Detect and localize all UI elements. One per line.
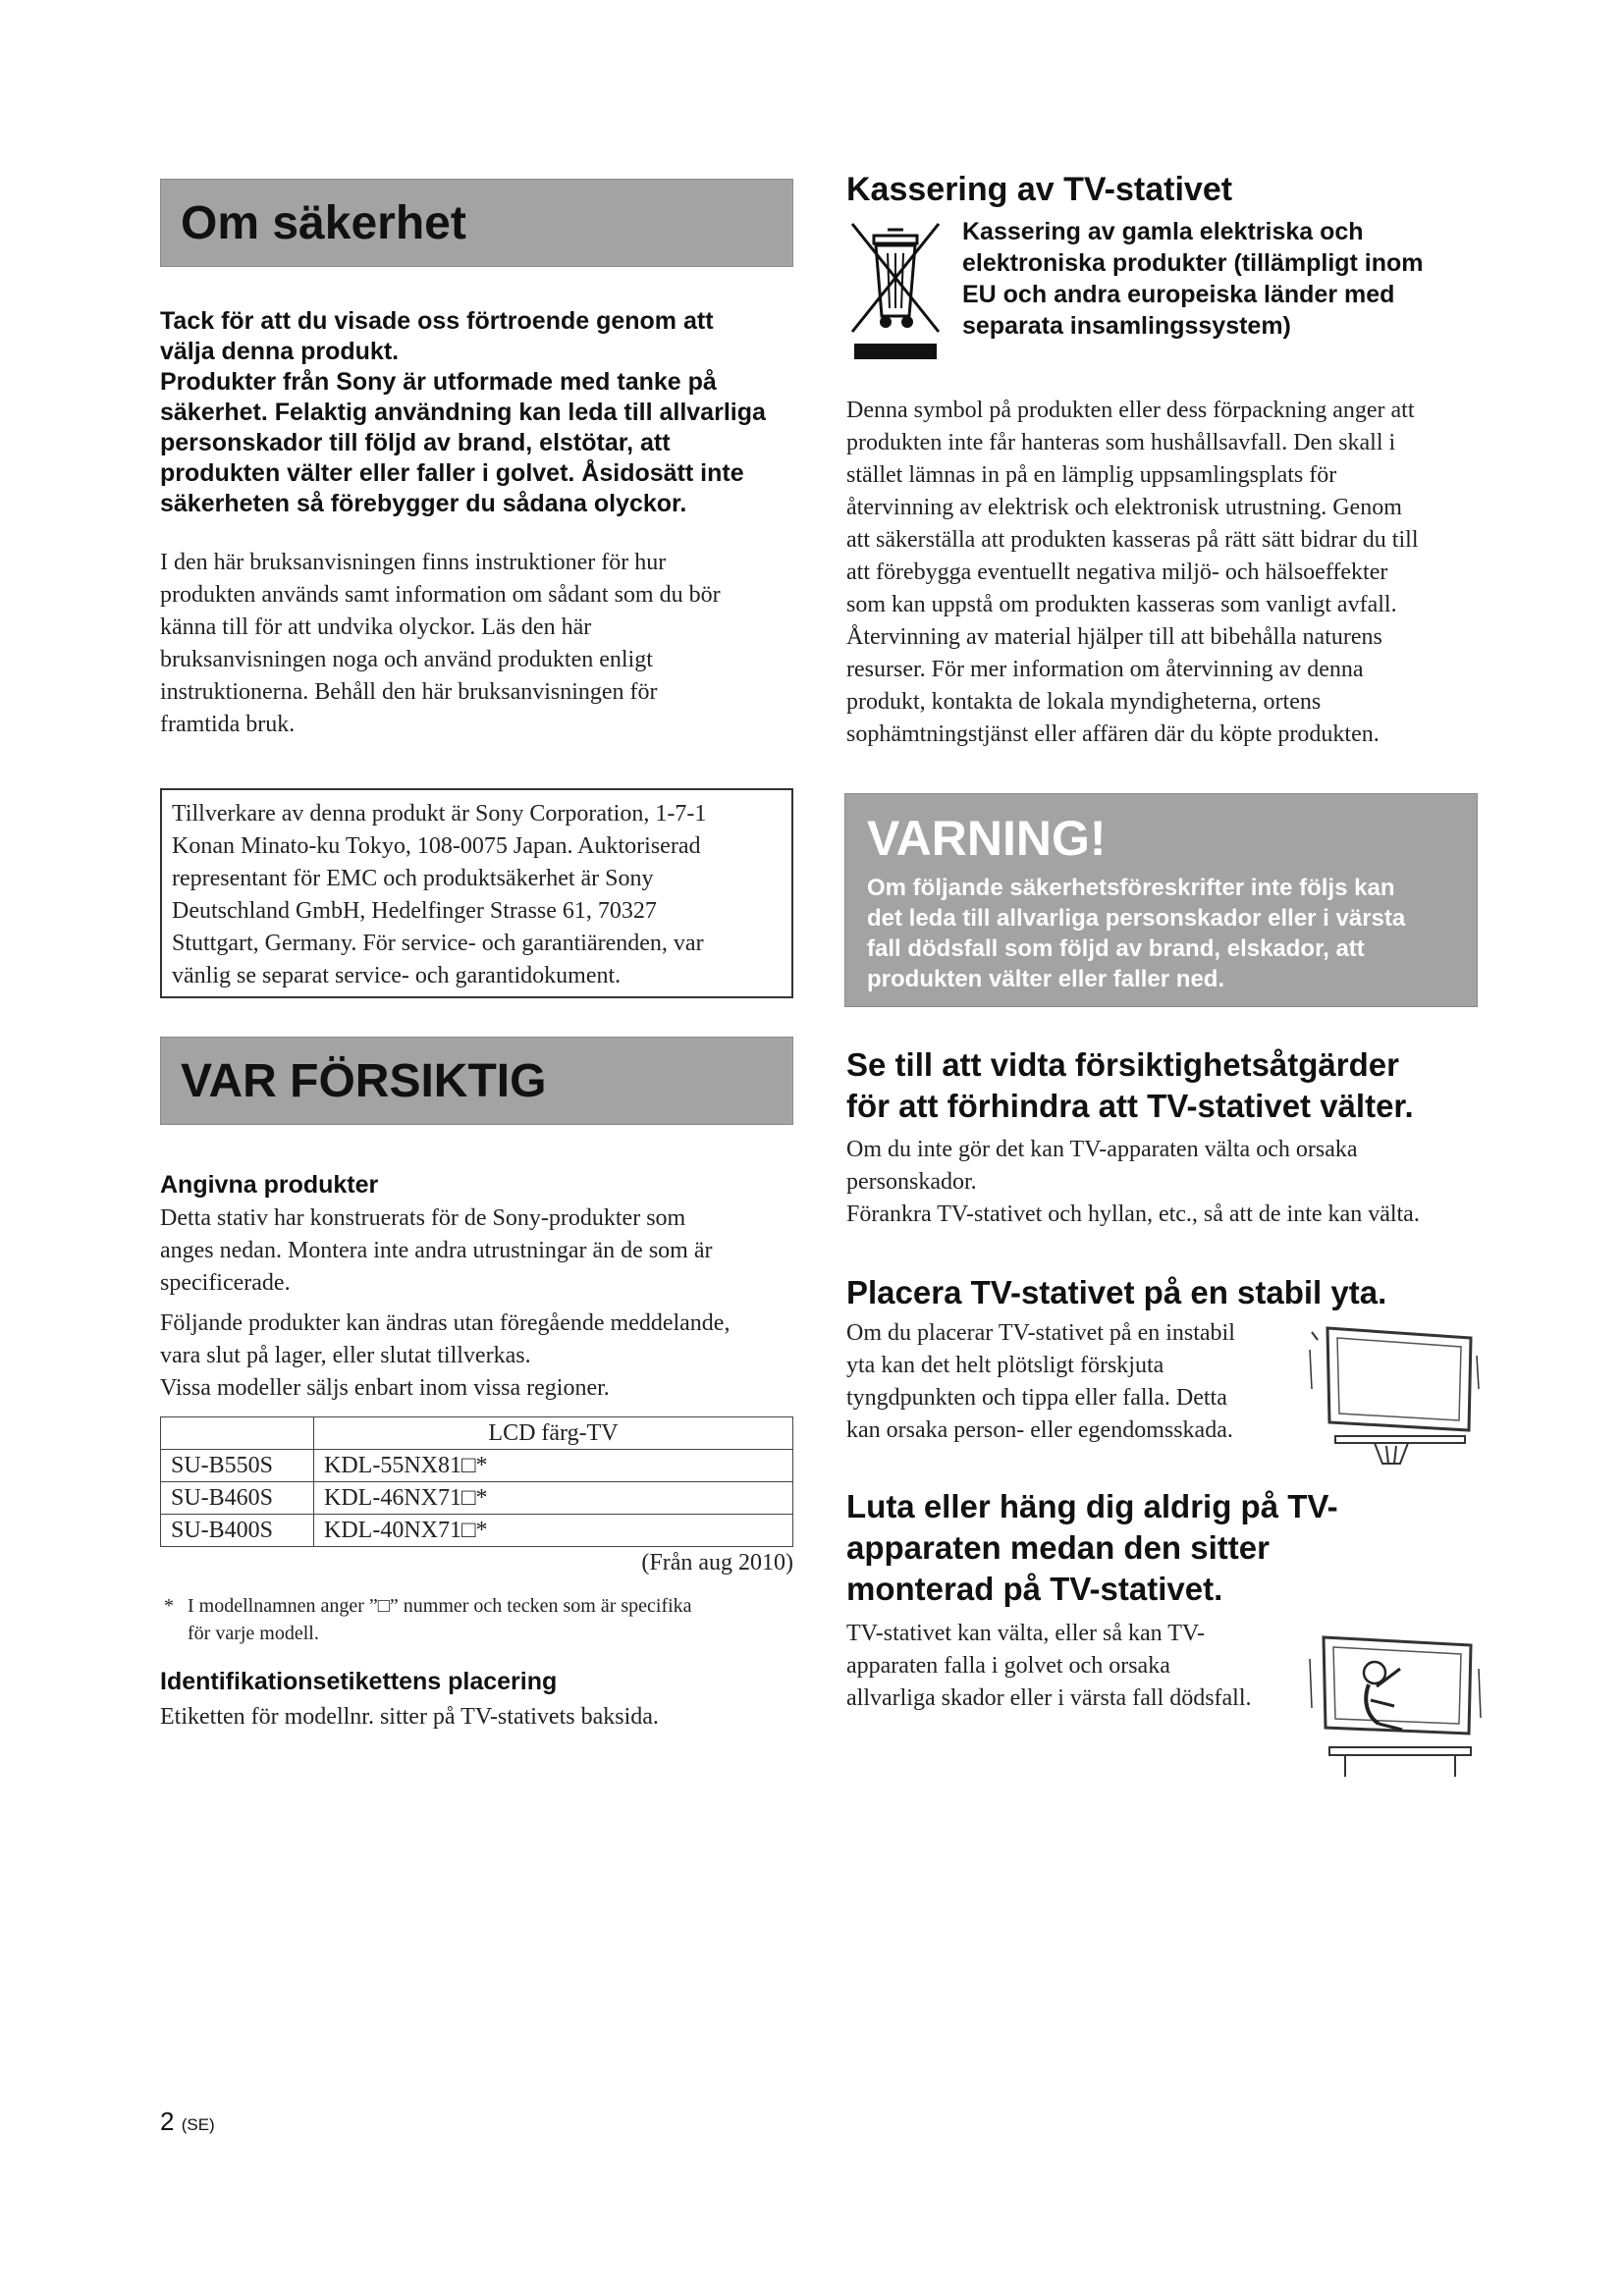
manufacturer-line: Deutschland GmbH, Hedelfinger Strasse 61, 70327 [172,898,657,924]
label-heading: Identifikationsetikettens placering [160,1668,558,1695]
lean-body-line: apparaten falla i golvet och orsaka [846,1653,1170,1679]
stable-body-line: kan orsaka person- eller egendomsskada. [846,1417,1233,1443]
table-cell-tv: KDL-55NX81□* [314,1450,793,1482]
table-cell-stand: SU-B550S [161,1450,314,1482]
intro-body-line: framtida bruk. [160,712,296,737]
intro-body-line: känna till för att undvika olyckor. Läs den här [160,614,592,640]
page-lang: (SE) [181,2115,215,2134]
lean-heading [846,1486,1514,1610]
intro-bold-line: Produkter från Sony är utformade med tanke på [160,368,717,396]
disposal-bold-line: separata insamlingssystem) [962,312,1291,340]
models-table [160,1416,793,1547]
intro-body-line: I den här bruksanvisningen finns instruktioner för hur [160,550,667,575]
stable-body [846,1317,1318,1447]
table-row [161,1482,793,1515]
lean-heading-line: monterad på TV-stativet. [846,1571,1223,1607]
warning-line: produkten välter eller faller ned. [867,966,1225,992]
manufacturer-box [160,788,793,998]
disposal-title: Kassering av TV-stativet [846,171,1233,208]
intro-bold-line: Tack för att du visade oss förtroende genom att [160,307,714,335]
tip-heading-line: för att förhindra att TV-stativet välter. [846,1088,1414,1124]
table-header-row [161,1417,793,1450]
table-row [161,1515,793,1547]
warning-line: Om följande säkerhetsföreskrifter inte följs kan [867,875,1395,901]
intro-body [160,547,808,741]
table-header-cell: LCD färg-TV [314,1417,793,1450]
caution-title: VAR FÖRSIKTIG [181,1055,547,1107]
products-body [160,1202,808,1405]
disposal-body-line: återvinning av elektrisk och elektronisk utrustning. Genom [846,495,1402,520]
disposal-bold [962,216,1473,342]
tv-leaning-person-illustration [1306,1629,1483,1787]
stable-body-line: Om du placerar TV-stativet på en instabil [846,1320,1235,1346]
products-body-line: Detta stativ har konstruerats för de Sony-produkter som [160,1205,686,1231]
footnote-line: I modellnamnen anger ”□” nummer och tecken som är specifika [188,1595,692,1617]
products-body-line: Följande produkter kan ändras utan föregående meddelande, [160,1310,731,1336]
warning-banner [844,793,1478,1007]
intro-bold-line: produkten välter eller faller i golvet. Åsidosätt inte [160,459,744,487]
disposal-body-line: Återvinning av material hjälper till att bibehålla naturens [846,624,1382,650]
weee-bin-icon [846,218,945,365]
lean-heading-line: apparaten medan den sitter [846,1529,1270,1566]
lean-body-line: TV-stativet kan välta, eller så kan TV- [846,1621,1206,1646]
disposal-body-line: stället lämnas in på en lämplig uppsamlingsplats för [846,462,1337,488]
lean-body-line: allvarliga skador eller i värsta fall dödsfall. [846,1685,1252,1711]
intro-bold-line: välja denna produkt. [160,338,400,365]
products-body-line: Vissa modeller säljs enbart inom vissa regioner. [160,1375,610,1401]
disposal-body-line: som kan uppstå om produkten kasseras som vanligt avfall. [846,592,1397,617]
disposal-bold-line: Kassering av gamla elektriska och [962,218,1364,245]
page-number-value: 2 [160,2107,175,2136]
products-body-line: vara slut på lager, eller slutat tillverkas. [160,1343,531,1368]
tip-heading-line: Se till att vidta försiktighetsåtgärder [846,1046,1399,1083]
lean-heading-line: Luta eller häng dig aldrig på TV- [846,1488,1338,1524]
warning-line: det leda till allvarliga personskador eller i värsta [867,905,1406,932]
footnote [160,1592,808,1647]
footnote-mark: * [164,1595,174,1617]
disposal-body-line: att förebygga eventuellt negativa miljö- och hälsoeffekter [846,560,1388,585]
lean-body [846,1618,1318,1715]
safety-banner [160,179,793,267]
disposal-body-line: resurser. För mer information om återvinning av denna [846,657,1364,682]
intro-bold-line: säkerheten så förebygger du sådana olyckor. [160,490,687,517]
tip-body-line: Om du inte gör det kan TV-apparaten välta och orsaka [846,1137,1358,1162]
disposal-bold-line: elektroniska produkter (tillämpligt inom [962,249,1424,277]
intro-bold-line: säkerhet. Felaktig användning kan leda till allvarliga [160,399,766,426]
disposal-body-line: att säkerställa att produkten kasseras på rätt sätt bidrar du till [846,527,1419,553]
disposal-bold-line: EU och andra europeiska länder med [962,281,1395,308]
manufacturer-line: Stuttgart, Germany. För service- och garantiärenden, var [172,931,704,956]
products-heading: Angivna produkter [160,1171,379,1199]
warning-body [867,873,1457,994]
intro-body-line: produkten används samt information om sådant som du bör [160,582,721,608]
disposal-body-line: produkt, kontakta de lokala myndigheterna, ortens [846,689,1322,715]
stable-body-line: tyngdpunkten och tippa eller falla. Detta [846,1385,1227,1411]
intro-body-line: bruksanvisningen noga och använd produkten enligt [160,647,653,672]
table-cell-stand: SU-B460S [161,1482,314,1515]
stable-heading: Placera TV-stativet på en stabil yta. [846,1274,1387,1310]
safety-title: Om säkerhet [181,197,466,249]
disposal-body-line: produkten inte får hanteras som hushållsavfall. Den skall i [846,430,1396,455]
manufacturer-line: Tillverkare av denna produkt är Sony Corporation, 1-7-1 [172,801,707,827]
table-cell-tv: KDL-40NX71□* [314,1515,793,1547]
intro-body-line: instruktionerna. Behåll den här bruksanvisningen för [160,679,658,705]
warning-title: VARNING! [867,811,1107,866]
disposal-body-line: Denna symbol på produkten eller dess förpackning anger att [846,398,1415,423]
table-date-note: (Från aug 2010) [641,1550,793,1575]
products-body-line: anges nedan. Montera inte andra utrustningar än de som är [160,1238,713,1263]
tip-heading [846,1044,1514,1127]
tip-body-line: Förankra TV-stativet och hyllan, etc., så att de inte kan välta. [846,1201,1420,1227]
warning-line: fall dödsfall som följd av brand, elskador, att [867,935,1365,962]
tip-body-line: personskador. [846,1169,977,1195]
intro-bold [160,306,808,519]
manufacturer-line: representant för EMC och produktsäkerhet är Sony [172,866,654,891]
stable-body-line: yta kan det helt plötsligt förskjuta [846,1353,1164,1378]
products-body-line: specificerade. [160,1270,291,1296]
caution-banner [160,1037,793,1125]
footnote-line: för varje modell. [188,1623,319,1644]
manufacturer-line: Konan Minato-ku Tokyo, 108-0075 Japan. Auktoriserad [172,833,701,859]
table-cell-tv: KDL-46NX71□* [314,1482,793,1515]
table-cell-empty [161,1417,314,1450]
table-cell-stand: SU-B400S [161,1515,314,1547]
tv-stand-unstable-illustration [1306,1320,1483,1468]
intro-bold-line: personskador till följd av brand, elstötar, att [160,429,671,456]
tip-body [846,1134,1514,1231]
label-body: Etiketten för modellnr. sitter på TV-stativets baksida. [160,1704,659,1730]
manufacturer-line: vänlig se separat service- och garantidokument. [172,963,622,988]
page-number [160,2107,215,2137]
disposal-body [846,395,1494,751]
table-row [161,1450,793,1482]
disposal-body-line: sophämtningstjänst eller affären där du köpte produkten. [846,721,1380,747]
